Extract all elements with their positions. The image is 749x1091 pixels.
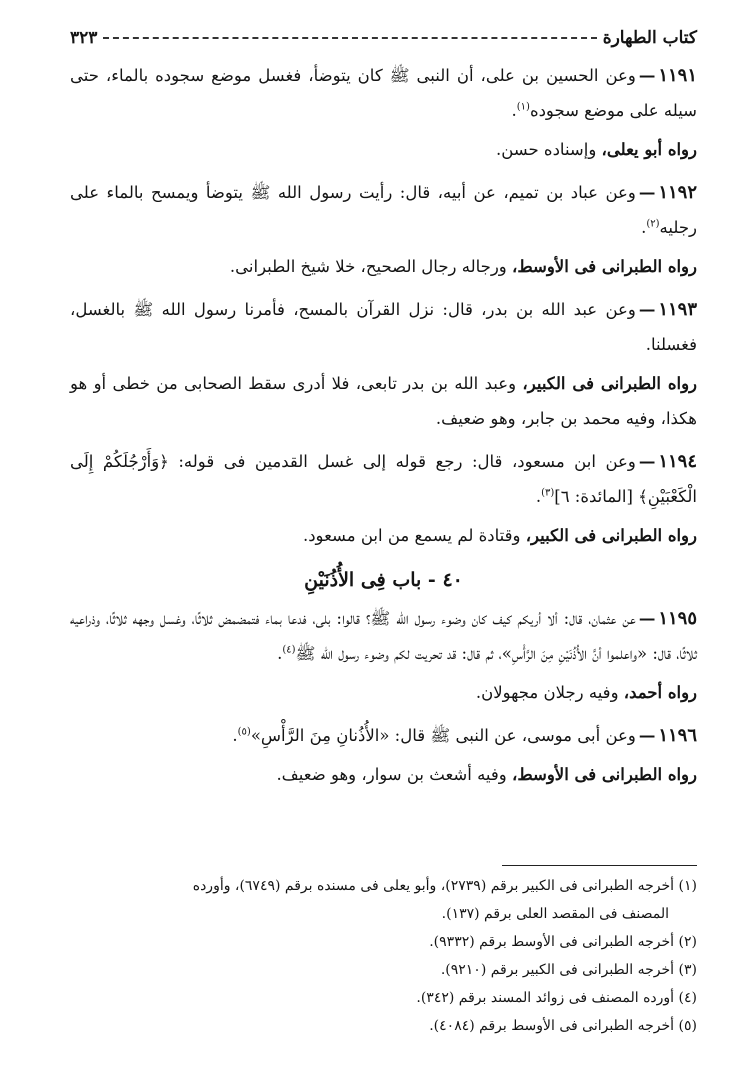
hadith-text: وعن عبد الله بن بدر، قال: نزل القرآن بالمسح، فأمرنا رسول الله ﷺ بالغسل، فغسلنا. <box>70 300 697 354</box>
source-grading: وعبد الله بن بدر تابعى، فلا أدرى سقط الصحابى من خطى أو هو هكذا، وفيه محمد بن جابر، وهو ضعيف. <box>70 374 697 428</box>
hadith-source <box>70 249 697 284</box>
dash: — <box>638 609 656 628</box>
source-narrator: رواه الطبرانى فى الكبير، <box>525 526 697 545</box>
hadith-tail: . <box>535 487 542 506</box>
source-narrator: رواه أحمد، <box>623 683 697 702</box>
dash: — <box>638 183 656 202</box>
footnote-mark: (٤) <box>678 990 697 1006</box>
hadith-text: وعن عباد بن تميم، عن أبيه، قال: رأيت رسول الله ﷺ يتوضأ ويمسح بالماء على رجليه <box>70 183 697 237</box>
footnote <box>70 928 697 956</box>
hadith-entry <box>70 58 697 128</box>
header-dashed-rule <box>103 37 596 39</box>
source-grading: ورجاله رجال الصحيح، خلا شيخ الطبرانى. <box>229 257 513 276</box>
hadith-number: ١١٩٣ <box>658 299 697 320</box>
hadith-text: وعن أبى موسى، عن النبى ﷺ قال: «الأُذُنانِ مِنَ الرَّأْسِ» <box>250 726 636 745</box>
hadith-tail: . <box>641 218 647 237</box>
footnote-text: أخرجه الطبرانى فى الأوسط برقم (٤٠٨٤). <box>429 1018 675 1034</box>
footnote-ref: (١) <box>516 101 530 113</box>
hadith-tail: . <box>511 101 517 120</box>
footnote-text: أخرجه الطبرانى فى الأوسط برقم (٩٣٣٢). <box>429 934 675 950</box>
footnote-ref: (٣) <box>541 487 555 499</box>
footnote-ref: (٥) <box>237 726 251 738</box>
footnote <box>70 1012 697 1040</box>
footnote <box>70 956 697 984</box>
hadith-entry <box>70 718 697 753</box>
footnotes <box>70 872 697 1040</box>
dash: — <box>638 452 656 471</box>
hadith-number: ١١٩٦ <box>658 725 697 746</box>
dash: — <box>638 300 656 319</box>
footnote-mark: (٥) <box>678 1018 697 1034</box>
hadith-number: ١١٩٢ <box>658 182 697 203</box>
hadith-source <box>70 757 697 792</box>
hadith-text: عن عثمان، قال: ألا أريكم كيف كان وضوء رسول الله ﷺ؟ قالوا: بلى، فدعا بماء فتمضمض ثلاثًا، وغسل وجهه ثلاثًا، وذراعيه ثلاثًا، قال: «واعلموا أنَّ الأُذُنَيْنِ مِنَ الرَّأْسِ»، ثم قال: قد تحريت لكم وضوء رسول الله ﷺ <box>70 609 697 663</box>
book-title: كتاب الطهارة <box>602 28 697 48</box>
hadith-number: ١١٩٤ <box>658 451 697 472</box>
source-grading: وإسناده حسن. <box>495 140 602 159</box>
footnote-text: أخرجه الطبرانى فى الكبير برقم (٢٧٣٩)، وأبو يعلى فى مسنده برقم (٦٧٤٩)، وأورده <box>192 878 675 894</box>
running-header <box>70 20 697 56</box>
hadith-entry <box>70 292 697 362</box>
source-narrator: رواه الطبرانى فى الأوسط، <box>512 257 697 276</box>
dash: — <box>638 726 656 745</box>
footnote-ref: (٤) <box>282 644 296 656</box>
dash: — <box>638 66 656 85</box>
hadith-tail: . <box>277 644 283 663</box>
hadith-source <box>70 518 697 553</box>
footnote-mark: (٢) <box>678 934 697 950</box>
hadith-number: ١١٩١ <box>658 65 697 86</box>
source-grading: وقتادة لم يسمع من ابن مسعود. <box>302 526 526 545</box>
chapter-heading: ٤٠ - باب فِى الأُذُنَيْنِ <box>304 569 463 591</box>
hadith-number: ١١٩٥ <box>658 608 697 629</box>
hadith-source <box>70 675 697 710</box>
footnote-ref: (٢) <box>646 218 660 230</box>
source-narrator: رواه الطبرانى فى الكبير، <box>522 374 697 393</box>
hadith-entry <box>70 601 697 671</box>
footnote-text: أورده المصنف فى زوائد المسند برقم (٣٤٢). <box>416 990 675 1006</box>
page-number: ٣٢٣ <box>70 28 98 48</box>
source-grading: وفيه أشعث بن سوار، وهو ضعيف. <box>276 765 513 784</box>
source-narrator: رواه أبو يعلى، <box>601 140 697 159</box>
source-grading: وفيه رجلان مجهولان. <box>475 683 624 702</box>
footnote-text-continued: المصنف فى المقصد العلى برقم (١٣٧). <box>441 906 669 922</box>
hadith-entry <box>70 444 697 514</box>
footnote <box>70 984 697 1012</box>
book-page <box>70 20 697 1091</box>
footnote-mark: (٣) <box>678 962 697 978</box>
footnote <box>70 872 697 928</box>
hadith-source <box>70 132 697 167</box>
hadith-text: وعن ابن مسعود، قال: رجع قوله إلى غسل القدمين فى قوله: ﴿وَأَرْجُلَكُمْ إِلَى الْكَعْبَيْنِ﴾ [المائدة: ٦] <box>70 452 697 506</box>
hadith-entry <box>70 175 697 245</box>
source-narrator: رواه الطبرانى فى الأوسط، <box>512 765 697 784</box>
footnote-mark: (١) <box>678 878 697 894</box>
hadith-tail: . <box>232 726 238 745</box>
footnote-separator <box>502 865 697 866</box>
hadith-text: وعن الحسين بن على، أن النبى ﷺ كان يتوضأ، فغسل موضع سجوده بالماء، حتى سيله على موضع سجوده <box>70 66 697 120</box>
hadith-source <box>70 366 697 436</box>
footnote-text: أخرجه الطبرانى فى الكبير برقم (٩٢١٠). <box>440 962 675 978</box>
